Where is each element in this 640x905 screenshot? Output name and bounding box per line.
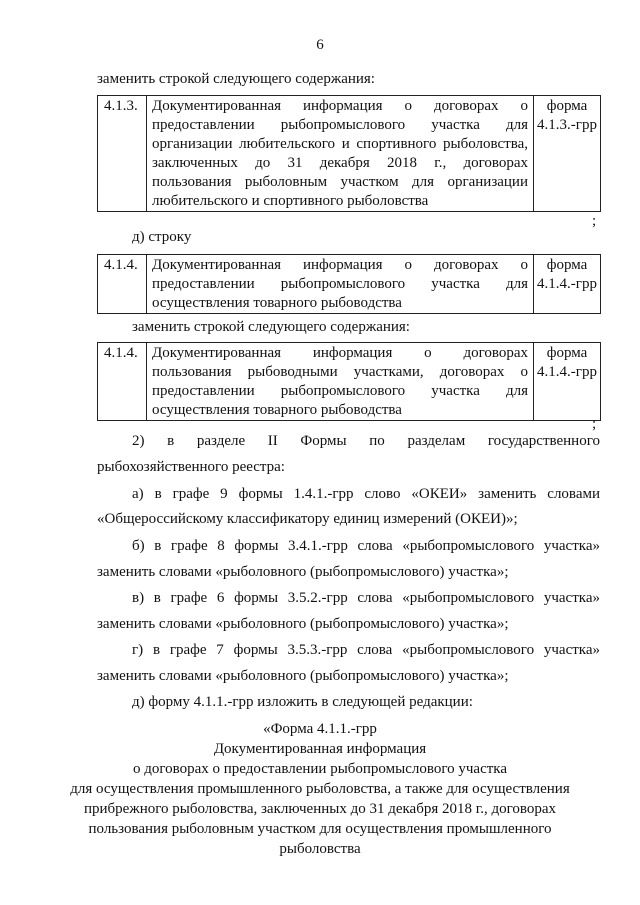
form-label: форма <box>546 257 588 273</box>
para-g-line-1: г) в графе 7 формы 3.5.3.-грр слова «рыбопромыслового участка» <box>132 642 600 658</box>
desc-line: предоставлении рыбопромыслового участка для <box>152 383 528 399</box>
form-label: форма <box>546 98 588 114</box>
table-row-4-1-3 <box>97 95 601 212</box>
table-row-4-1-4-new <box>97 342 601 421</box>
para-2-line-2: рыбохозяйственного реестра: <box>97 459 285 475</box>
desc-line: осуществления товарного рыбоводства <box>152 402 402 418</box>
form-label: форма <box>546 345 588 361</box>
page-number: 6 <box>316 37 324 53</box>
row-number: 4.1.4. <box>98 255 147 314</box>
form-code: 4.1.4.-грр <box>537 276 597 292</box>
para-2-line-1: 2) в разделе II Формы по разделам государственного <box>132 433 600 449</box>
row-number: 4.1.4. <box>98 343 147 421</box>
row-description <box>147 255 534 314</box>
desc-line: пользования рыболовным участком для организации <box>152 174 528 190</box>
row-description <box>147 343 534 421</box>
form-title-line-6: пользования рыболовным участком для осуществления промышленного <box>88 821 552 837</box>
para-b-line-1: б) в графе 8 формы 3.4.1.-грр слова «рыбопромыслового участка» <box>132 538 600 554</box>
intro-replace-text: заменить строкой следующего содержания: <box>97 71 375 87</box>
para-a-line-2: «Общероссийскому классификатору единиц измерений (ОКЕИ)»; <box>97 511 518 527</box>
form-code: 4.1.3.-грр <box>537 117 597 133</box>
desc-line: Документированная информация о договорах <box>152 345 528 361</box>
para-b-line-2: заменить словами «рыболовного (рыбопромыслового) участка»; <box>97 564 509 580</box>
row-form <box>534 343 601 421</box>
desc-line: заключенных до 31 декабря 2018 г., договорах <box>152 155 528 171</box>
row-form <box>534 96 601 212</box>
semicolon: ; <box>592 213 597 229</box>
form-title-line-4: для осуществления промышленного рыболовства, а также для осуществления <box>70 781 570 797</box>
desc-line: Документированная информация о договорах о <box>152 257 528 273</box>
form-title-line-3: о договорах о предоставлении рыбопромыслового участка <box>132 761 507 777</box>
para-v-line-2: заменить словами «рыболовного (рыбопромыслового) участка»; <box>97 616 509 632</box>
desc-line: предоставлении рыбопромыслового участка для <box>152 117 528 133</box>
desc-line: пользования рыбоводными участками, договорах о <box>152 364 528 380</box>
row-description <box>147 96 534 212</box>
desc-line: осуществления товарного рыбоводства <box>152 295 402 311</box>
form-title-line-5: прибрежного рыболовства, заключенных до 31 декабря 2018 г., договорах <box>83 801 557 817</box>
table-row-4-1-4-old <box>97 254 601 314</box>
para-v-line-1: в) в графе 6 формы 3.5.2.-грр слова «рыбопромыслового участка» <box>132 590 600 606</box>
intro-replace-text-2: заменить строкой следующего содержания: <box>132 319 410 335</box>
desc-line: организации любительского и спортивного рыболовства, <box>152 136 528 152</box>
semicolon-2: ; <box>592 416 597 432</box>
para-a-line-1: а) в графе 9 формы 1.4.1.-грр слово «ОКЕИ» заменить словами <box>132 486 600 502</box>
form-title-line-2: Документированная информация <box>213 741 427 757</box>
para-g-line-2: заменить словами «рыболовного (рыбопромыслового) участка»; <box>97 668 509 684</box>
form-title-line-1: «Форма 4.1.1.-грр <box>263 721 377 737</box>
form-title-line-7: рыболовства <box>279 841 361 857</box>
desc-line: Документированная информация о договорах о <box>152 98 528 114</box>
desc-line: предоставлении рыбопромыслового участка для <box>152 276 528 292</box>
row-form <box>534 255 601 314</box>
row-number: 4.1.3. <box>98 96 147 212</box>
form-code: 4.1.4.-грр <box>537 364 597 380</box>
para-d: д) форму 4.1.1.-грр изложить в следующей редакции: <box>132 694 473 710</box>
item-d-text: д) строку <box>132 229 192 245</box>
desc-line: любительского и спортивного рыболовства <box>152 193 429 209</box>
